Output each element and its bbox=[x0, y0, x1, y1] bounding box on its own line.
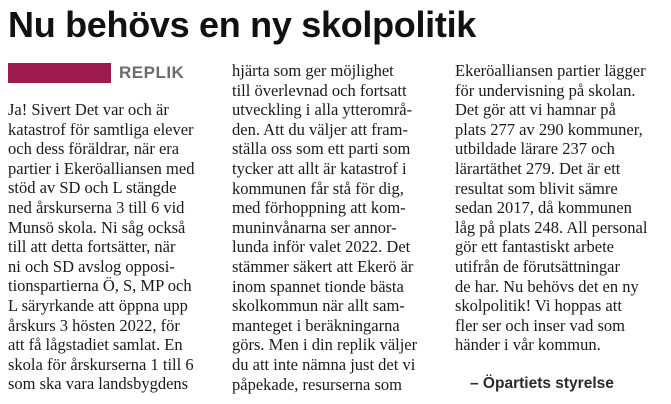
text-column-1 bbox=[8, 100, 218, 394]
text-line: till överlevnad och fortsatt bbox=[232, 80, 407, 100]
text-line: inom spannet tionde bästa bbox=[232, 276, 404, 296]
text-line: utveckling i alla ytterområ- bbox=[232, 100, 413, 120]
text-line: hjärta som ger möjlighet bbox=[232, 61, 394, 80]
text-line: låg på plats 248. All personal bbox=[455, 217, 648, 237]
text-line: L säryrkande att öppna upp bbox=[8, 295, 188, 315]
text-line: plats 277 av 290 kommuner, bbox=[455, 119, 643, 139]
text-line: ned årskurserna 3 till 6 vid bbox=[8, 197, 185, 217]
text-line: den. Att du väljer att fram- bbox=[232, 119, 408, 139]
text-line: fler ser och inser vad som bbox=[455, 315, 625, 335]
text-line: stämmer säkert att Ekerö är bbox=[232, 256, 414, 276]
text-line: partier i Ekeröalliansen med bbox=[8, 158, 195, 178]
text-line: årskurs 3 hösten 2022, för bbox=[8, 315, 180, 335]
text-line: manteget i beräkningarna bbox=[232, 315, 400, 335]
text-line: resultat som blivit sämre bbox=[455, 178, 618, 198]
text-line: katastrof för samtliga elever bbox=[8, 119, 194, 139]
text-line: tionspartierna Ö, S, MP och bbox=[8, 276, 192, 296]
text-line: skolpolitik! Vi hoppas att bbox=[455, 296, 622, 316]
text-column-2 bbox=[232, 61, 444, 394]
text-line: och dess föräldrar, när era bbox=[8, 139, 180, 159]
text-line: lärartäthet 279. Det är ett bbox=[455, 158, 621, 178]
text-line: lunda inför valet 2022. Det bbox=[232, 237, 411, 257]
text-line: Munsö skola. Ni såg också bbox=[8, 217, 186, 237]
section-label: REPLIK bbox=[119, 63, 185, 82]
text-line: Ekeröalliansen partier lägger bbox=[455, 61, 646, 80]
text-line: ni och SD avslog opposi- bbox=[8, 256, 175, 276]
text-line: för undervisning på skolan. bbox=[455, 80, 636, 100]
text-line: utbildade lärare 237 och bbox=[455, 139, 615, 159]
text-column-3 bbox=[455, 61, 665, 355]
text-line: Ja! Sivert Det var och är bbox=[8, 100, 169, 119]
text-line: skolkommun när allt sam- bbox=[232, 296, 405, 316]
text-line: att få lågstadiet samlat. En bbox=[8, 335, 183, 355]
text-line: skola för årskurserna 1 till 6 bbox=[8, 354, 194, 374]
section-tag bbox=[8, 63, 184, 83]
text-line: ställa oss som ett parti som bbox=[232, 139, 411, 159]
signature: – Öpartiets styrelse bbox=[470, 375, 614, 392]
text-line: muninvånarna ser annor- bbox=[232, 217, 397, 237]
section-color-bar bbox=[8, 63, 111, 83]
text-line: med förhoppning att kom- bbox=[232, 198, 406, 218]
text-line: tycker att allt är katastrof i bbox=[232, 158, 407, 178]
text-line: de har. Nu behövs det en ny bbox=[455, 276, 639, 296]
text-line: du att inte nämna just det vi bbox=[232, 354, 416, 374]
text-line: görs. Men i din replik väljer bbox=[232, 335, 418, 355]
text-line: påpekade, resurserna som bbox=[232, 374, 402, 394]
text-line: utifrån de förutsättningar bbox=[455, 256, 620, 276]
text-line: gör ett fantastiskt arbete bbox=[455, 237, 614, 257]
text-line: Det gör att vi hamnar på bbox=[455, 100, 616, 120]
text-line: som ska vara landsbygdens bbox=[8, 374, 189, 394]
text-line: sedan 2017, då kommunen bbox=[455, 198, 632, 218]
text-line: stöd av SD och L stängde bbox=[8, 178, 177, 198]
text-line: kommunen får stå för dig, bbox=[232, 178, 404, 198]
text-line: till att detta fortsätter, när bbox=[8, 237, 176, 257]
headline: Nu behövs en ny skolpolitik bbox=[8, 4, 476, 45]
text-line: händer i vår kommun. bbox=[455, 335, 601, 355]
